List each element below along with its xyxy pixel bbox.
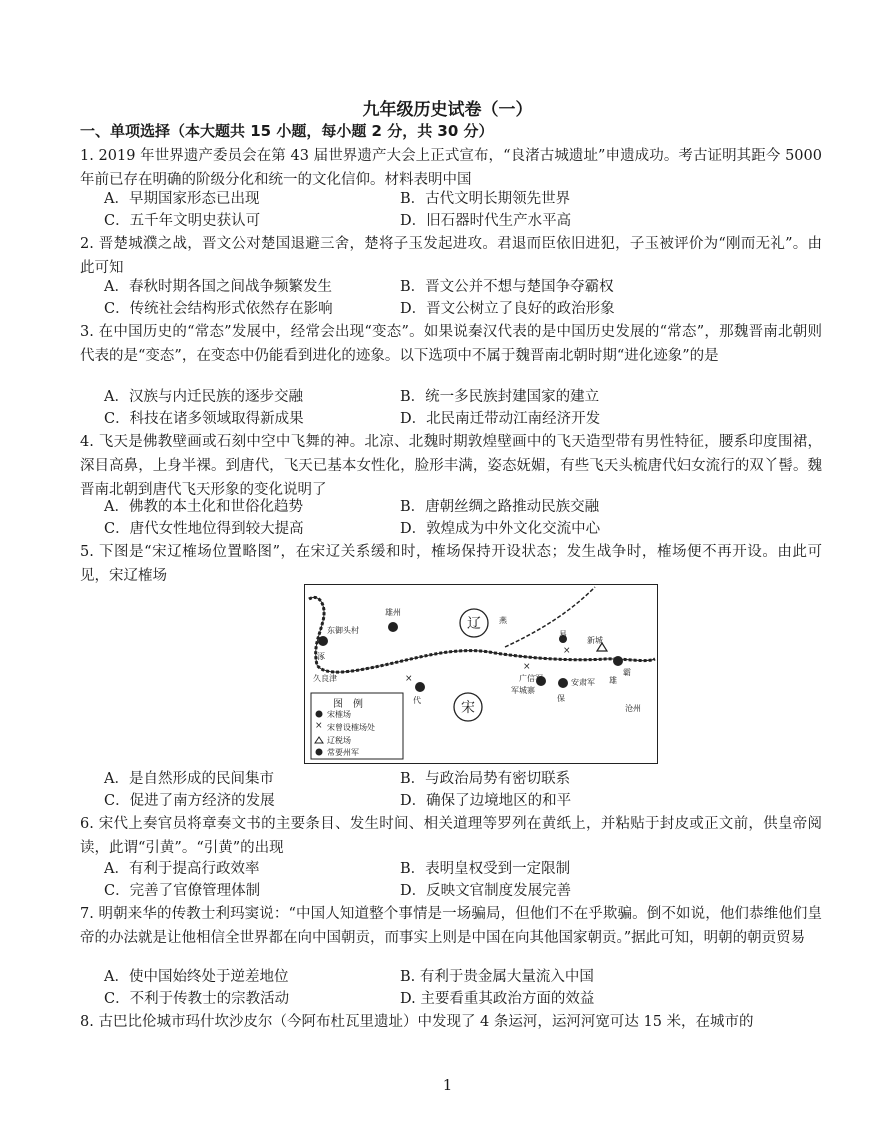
q4-option-d: D．敦煌成为中外文化交流中心 (400, 521, 601, 537)
question-6-options (104, 858, 824, 902)
question-5-options (104, 768, 824, 812)
section-heading: 一、单项选择（本大题共 15 小题，每小题 2 分，共 30 分） (80, 122, 494, 140)
q1-option-a: A．早期国家形态已出现 (104, 191, 260, 207)
q6-option-c: C．完善了官僚管理体制 (104, 883, 261, 899)
map-place-11: 代 (413, 696, 421, 705)
map-place-4: 易 (559, 630, 567, 639)
q4-option-c: C．唐代女性地位得到较大提高 (104, 521, 304, 537)
question-4-options (104, 496, 824, 540)
q2-option-c: C．传统社会结构形式依然存在影响 (104, 301, 333, 317)
q7-option-c: C．不利于传教士的宗教活动 (104, 991, 290, 1007)
map-place-1: 东御头村 (327, 626, 359, 635)
former-market-x3: × (563, 646, 571, 656)
question-7-options (104, 966, 824, 1010)
question-1-text: 1. 2019 年世界遗产委员会在第 43 届世界遗产大会上正式宣布，“良渚古城遗址”申遗成功。考古证明其距今 5000 年前已存在明确的阶级分化和统一的文化信仰。材料表明中国 (80, 148, 822, 188)
legend-symbol-former: × (315, 721, 323, 731)
q5-option-a: A．是自然形成的民间集市 (104, 771, 274, 787)
q5-option-c: C．促进了南方经济的发展 (104, 793, 275, 809)
map-legend-item-1: 宋榷场 (327, 710, 351, 719)
q1-option-b: B．古代文明长期领先世界 (400, 191, 571, 207)
question-3-options (104, 386, 824, 430)
q4-option-a: A．佛教的本土化和世俗化趋势 (104, 499, 303, 515)
q7-option-d: D. 主要看重其政治方面的效益 (400, 991, 595, 1007)
marker-market-1 (318, 636, 328, 646)
q6-option-d: D．反映文官制度发展完善 (400, 883, 572, 899)
q7-option-b: B. 有利于贵金属大量流入中国 (400, 969, 594, 985)
marker-market-2 (388, 622, 398, 632)
map-place-13: 燕 (499, 616, 507, 625)
map-place-14: 涿 (317, 652, 325, 661)
map-place-10: 沧州 (625, 704, 641, 713)
q4-option-b: B．唐朝丝绸之路推动民族交融 (400, 499, 600, 515)
q5-option-d: D．确保了边境地区的和平 (400, 793, 572, 809)
q2-option-d: D．晋文公树立了良好的政治形象 (400, 301, 615, 317)
map-place-15: 雄 (609, 676, 617, 685)
map-legend-title: 图 例 (333, 699, 363, 710)
former-market-x2: × (523, 662, 531, 672)
map-place-8: 保 (557, 694, 565, 703)
map-legend-item-3: 辽税场 (327, 736, 351, 745)
map-place-2: 雄州 (385, 608, 401, 617)
q6-option-a: A．有利于提高行政效率 (104, 861, 260, 877)
question-8-text: 8. 古巴比伦城市玛什坎沙皮尔（今阿布杜瓦里遗址）中发现了 4 条运河，运河河宽可达 15 米，在城市的 (80, 1014, 754, 1030)
question-4-text: 4. 飞天是佛教壁画或石刻中空中飞舞的神。北凉、北魏时期敦煌壁画中的飞天造型带有男性特征，腰系印度围裙，深目高鼻，上身半裸。到唐代，飞天已基本女性化，脸形丰满，姿态妩媚，有些飞天头梳唐代妇女流行的双丫髻。魏晋南北朝到唐代飞天形象的变化说明了 (80, 434, 822, 498)
question-7-text: 7. 明朝来华的传教士利玛窦说：“中国人知道整个事情是一场骗局，但他们不在乎欺骗。倒不如说，他们恭维他们皇帝的办法就是让他相信全世界都在向中国朝贡，而事实上则是中国在向其他国家朝贡。”据此可知，明朝的朝贡贸易 (80, 906, 822, 946)
question-2-text: 2. 晋楚城濮之战，晋文公对楚国退避三舍，楚将子玉发起进攻。君退而臣依旧进犯，子玉被评价为“刚而无礼”。由此可知 (80, 236, 822, 276)
map-drawing (305, 585, 657, 763)
q1-option-c: C．五千年文明史获认可 (104, 213, 261, 229)
former-market-x: × (405, 674, 413, 684)
legend-symbol-prefecture (316, 749, 323, 756)
q3-option-d: D．北民南迁带动江南经济开发 (400, 411, 601, 427)
q7-option-a: A．使中国始终处于逆差地位 (104, 969, 289, 985)
question-2-options (104, 276, 824, 320)
q5-option-b: B．与政治局势有密切联系 (400, 771, 571, 787)
upper-river (505, 587, 595, 647)
question-6-text: 6. 宋代上奏官员将章奏文书的主要条目、发生时间、相关道理等罗列在黄纸上，并粘贴于封皮或正文前，供皇帝阅读，此谓“引黄”。“引黄”的出现 (80, 816, 822, 856)
q3-option-b: B．统一多民族封建国家的建立 (400, 389, 600, 405)
map-label-song: 宋 (461, 700, 475, 716)
q3-option-c: C．科技在诸多领域取得新成果 (104, 411, 304, 427)
page-title: 九年级历史试卷（一） (362, 100, 533, 120)
question-3-text: 3. 在中国历史的“常态”发展中，经常会出现“变态”。如果说秦汉代表的是中国历史发展的“常态”，那魏晋南北朝则代表的是“变态”，在变态中仍能看到进化的迹象。以下选项中不属于魏晋南北朝时期“进化迹象”的是 (80, 324, 822, 364)
legend-symbol-market (316, 711, 323, 718)
map-place-6: 广信军 (519, 674, 543, 683)
map-label-liao: 辽 (467, 616, 481, 632)
page-number: 1 (442, 1076, 453, 1094)
marker-market-3 (415, 682, 425, 692)
map-place-9: 霸 (623, 668, 631, 677)
marker-market-5 (558, 678, 568, 688)
q2-option-b: B．晋文公并不想与楚国争夺霸权 (400, 279, 614, 295)
song-liao-market-map (304, 584, 658, 764)
q2-option-a: A．春秋时期各国之间战争频繁发生 (104, 279, 332, 295)
map-place-5: 新城 (587, 636, 603, 645)
q1-option-d: D．旧石器时代生产水平高 (400, 213, 572, 229)
map-legend-item-4: 常要州军 (327, 748, 359, 757)
q6-option-b: B．表明皇权受到一定限制 (400, 861, 571, 877)
question-5-text: 5. 下图是“宋辽榷场位置略图”，在宋辽关系缓和时，榷场保持开设状态；发生战争时，榷场便不再开设。由此可见，宋辽榷场 (80, 544, 822, 584)
map-place-12: 军城寨 (511, 686, 535, 695)
q3-option-a: A．汉族与内迁民族的逐步交融 (104, 389, 303, 405)
map-place-7: 安肃军 (571, 678, 595, 687)
question-1-options (104, 188, 824, 232)
marker-market-6 (613, 656, 623, 666)
map-place-3: 久良津 (313, 674, 337, 683)
map-legend-item-2: 宋曾设榷场处 (327, 723, 375, 732)
